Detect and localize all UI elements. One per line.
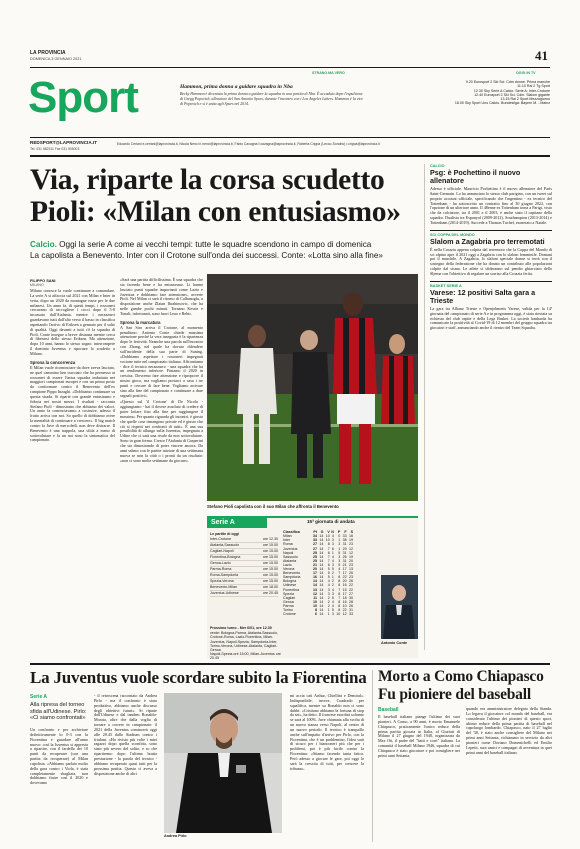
standings-stat: 28 xyxy=(349,599,353,604)
standings-stat: 4 xyxy=(338,567,341,572)
next-round-text: verde: Bologna-Parma, Atalanta-Sassuolo, Crotone-Roma, Lazio-Fiorentina, Milan-Juventus, Napoli-Spezia, Sampdoria-Inter, Torino-Verona, Udinese-Atalanta, Cagliari-Genoa xyxy=(210,631,278,653)
juve-column-2 xyxy=(94,694,157,776)
standings-stat: 6 xyxy=(327,562,330,567)
fixture-match: Spezia-Verona xyxy=(210,578,255,584)
standings-stat: 31 xyxy=(342,550,347,555)
standings-stat: 14 xyxy=(319,534,324,539)
standings-stat: 14 xyxy=(319,546,324,551)
juve-column-3 xyxy=(290,694,364,772)
standings-stat: 14 xyxy=(319,595,324,600)
lead-photo-art xyxy=(207,274,418,501)
standings-stat: 15 xyxy=(342,587,347,592)
standings-stat: 31 xyxy=(342,558,347,563)
como-headline-1: Morto a Como Chiapasco xyxy=(378,668,544,685)
standings-stat: 14 xyxy=(319,542,324,547)
como-label: Baseball xyxy=(378,707,399,713)
juve-column-0 xyxy=(30,694,88,722)
standings-stat: 1 xyxy=(331,550,334,555)
standings-team: Sampdoria xyxy=(283,575,301,580)
sidebar-kicker: SCI COPPA DEL MONDO xyxy=(430,232,475,237)
juve-body: - il retroscena raccontato da Andrea Pirlo - ma il confronto è stato produttivo, abbiamo anche discusso degli obiettivi futuri». Si riparte dall'Udinese e dal tandem Ronaldo-Morata, oltre che dalla voglia di tornare a correre in campionato: il 2021 della Juventus comincerà oggi alle 20.45 dallo Stadium contro i friulani. «Ho rivisto più volte i miei ragazzi dopo quella sconfitta, sono stato più severo del solito, e so che ripartiremo dopo l'ultima brutta prestazione - la parola del tecnico - abbiamo recuperato quasi tutti per la prossima partita. Questo ci aveva a disposizione anche di altri xyxy=(94,693,157,776)
standings-stat: 16 xyxy=(342,583,347,588)
standings-stat: 8 xyxy=(338,603,341,608)
standings-stat: 8 xyxy=(338,575,341,580)
issue-date: DOMENICA 3 GENNAIO 2021 xyxy=(30,57,82,61)
standings-team: Inter xyxy=(283,538,291,543)
standings-stat: 4 xyxy=(331,599,334,604)
fixture-time: ore 15.00 xyxy=(255,542,278,548)
standings-stat: 4 xyxy=(331,554,334,559)
standings-stat: 14 xyxy=(319,599,324,604)
standings-team: Spezia xyxy=(283,591,294,596)
como-body: Il baseball italiano piange l'ultimo dei suoi pionieri. A Como, a 90 anni, è morto Emanuele Chiapasco, praticamente l'unico reduce della prima partita giocata in Italia, al Giuriati di Milano il 27 giugno del 1948, organizzata da Max Ott, il padre del "batti e corri" italiano. La comunità il baseball Milano 1946, squadra di cui Chiapasco è stato giocatore e poi consigliere nei primi anni Settanta, xyxy=(378,714,460,758)
standings-stat: 31 xyxy=(342,542,347,547)
standings-stat: 25 xyxy=(313,550,318,555)
standings-team: Lazio xyxy=(283,562,292,567)
standings-row xyxy=(283,612,353,616)
standings-stat: 4 xyxy=(331,587,334,592)
standings-stat: 5 xyxy=(327,567,330,572)
sidebar-kicker: BASKET SERIE A xyxy=(430,283,462,288)
standings-stat: 25 xyxy=(313,554,318,559)
standings-stat: 14 xyxy=(319,571,324,576)
lead-photo-caption: Stefano Pioli capolista con il suo Milan che affronta il Benevento xyxy=(207,504,339,509)
nba-kicker: STRANO MA VERO xyxy=(312,71,345,75)
standings-stat: 5 xyxy=(327,575,330,580)
standings-stat: 30 xyxy=(349,595,353,600)
standings-stat: 23 xyxy=(349,562,353,567)
standings-stat: 25 xyxy=(313,558,318,563)
standings-stat: 3 xyxy=(338,542,341,547)
standings-stat: 8 xyxy=(327,542,330,547)
fixture-time: ore 15.00 xyxy=(255,566,278,572)
standings-stat: 19 xyxy=(349,554,353,559)
lead-crosshead: Sprona la marcatura xyxy=(120,319,161,325)
tv-line: 11.10 Rai 2 Tg Sport xyxy=(517,84,550,89)
standings-stat: 3 xyxy=(331,562,334,567)
fixture-time: ore 15.00 xyxy=(255,554,278,560)
standings-stat: 8 xyxy=(338,591,341,596)
lead-photo xyxy=(207,274,418,501)
standings-header-cell: N xyxy=(331,530,334,534)
standings-team: Juventus xyxy=(283,546,298,551)
nba-title: Hammon, prima donna a guidare squadra in Nba xyxy=(180,84,293,90)
lead-subheads xyxy=(30,239,425,261)
fixture-time: ore 15.00 xyxy=(255,572,278,578)
standings-stat: 22 xyxy=(349,587,353,592)
standings-stat: 7 xyxy=(338,571,341,576)
lead-body: «Questo sul 'il Crotone' di De Nicola - aggiungiamo - hai il dovere assoluto di credere di poter lottare fino alla fine per raggiungere il massimo. Per quanto riguarda gli incontri, è giusto che quelle cose rimangono private ed è giusto che ciò si rispetti nei confronti di tutti». È una sua possibilità di allungo sulla Juventus, impegnata a Udine che ci sarà una rivale da non sottovalutare. Sono in gran forma. Cresce l'Atalanta di Gasperini che sta dimostrando di poter vincere ancora. Da anni sabato con le partite iniziate di una settimana nuova se non la città o i pronti da un risultato: «non ci sono molte settimane da giocare». xyxy=(120,399,203,463)
juve-headline: La Juventus vuole scordare subito la Fiorentina xyxy=(30,668,367,687)
section-title: Sport xyxy=(28,73,138,122)
standings-stat: 12 xyxy=(342,612,347,617)
tv-listing xyxy=(378,80,550,106)
standings-stat: 3 xyxy=(327,587,330,592)
fixture-time: ore 18.00 xyxy=(255,584,278,590)
standings-stat: 20 xyxy=(313,567,318,572)
standings-stat: 11 xyxy=(313,595,318,600)
editorial-email[interactable]: REDSPORT@LAPROVINCIA.IT xyxy=(30,140,98,145)
standings-stat: 17 xyxy=(342,571,347,576)
standings-stat: 20 xyxy=(349,558,353,563)
standings-team: Milan xyxy=(283,534,292,539)
standings-header-cell: Classifica xyxy=(283,530,300,534)
sidebar-body: È nella Croazia appena colpita dal terremoto che la Coppa del Mondo di sci alpino apre il 2021 oggi a Zagabria con lo slalom femminile. Domani poi il maschile. A Zagabria, lo slalom speciale donne si terrà con il sostegno della federazione che ha donato un contributo alle popolazioni colpite dal sisma. Le atlete si sfideranno sul pendio ghiacciato dello Sljeme con l'obiettivo di regalare un sorriso alla Croazia ferita. xyxy=(430,246,552,276)
standings-stat: 16 xyxy=(342,599,347,604)
standings-stat: 29 xyxy=(342,546,347,551)
tv-line: 12.40 Eurosport 2 Ski Sci. Cdm. Slalom gigante xyxy=(474,92,550,97)
standings-header-cell: V xyxy=(327,530,330,534)
juve-deck: Alla ripresa del torneo sfida all'Udinese. Pirlo: «Ci siamo confrontati» xyxy=(30,702,87,722)
fixture-match: Benevento-Milan xyxy=(210,584,255,590)
como-headline xyxy=(378,668,554,703)
sidebar-body: La gara tra Allianz Trieste e Openjobmetis Varese, valida per la 14ª giornata del campionato di serie A e in programma oggi, è stata rinviata su richiesta del club ospite e della Lega Basket. La società lombarda ha comunicato la positività al Covid-19 di 12 membri del gruppo squadra tra giocatori e staff, annunciando anche il rientro del Team Squadra. xyxy=(430,305,552,331)
fixture-match: Inter-Crotone xyxy=(210,537,255,542)
standings-stat: 14 xyxy=(319,612,324,617)
standings-stat: 14 xyxy=(319,575,324,580)
standings-stat: 14 xyxy=(319,603,324,608)
fixture-match: Juventus-Udinese xyxy=(210,590,255,596)
standings-stat: 33 xyxy=(349,612,353,617)
standings-stat: 27 xyxy=(349,591,353,596)
sidebar-body: Adesso è ufficiale. Mauricio Pochettino è il nuovo allenatore del Paris Saint-Germain. Lo ha annunciato lo stesso club parigino, con un tweet sul proprio account ufficiale, specificando che l'argentino - ex tecnico del Tottenham - ha sottoscritto un contratto fino al 30 giugno 2022, con l'opzione di un ulteriore anno. Il 48enne ex Tottenham torna a Parigi, visto che da calciatore, tra il 2001 e il 2003, è anche stato il capitano della squadra. Dualista tra Espanyol (2009-2012), Southampton (2013-2014) e Tottenham (2014-2019). Succede a Thomas Tuchel, esonerato a Natale. xyxy=(430,186,552,225)
standings-stat: 1 xyxy=(327,607,330,612)
standings-stat: 3 xyxy=(331,538,334,543)
juve-label: Serie A xyxy=(30,694,48,700)
conte-photo xyxy=(381,575,418,639)
standings-stat: 1 xyxy=(327,612,330,617)
standings-stat: 14 xyxy=(319,579,324,584)
standings-stat: 5 xyxy=(331,607,334,612)
standings-stat: 26 xyxy=(349,603,353,608)
lead-body: Milano conosce la vuole continuare a comandare. La serie A si affaccia sul 2021 con Milan e Inter in vetta, dopo un 2020 da montagne russe per le due milanesi. Un anno fa, di questi tempi, i rossoneri cercavano di raccogliere i cocci dopo il 5-0 incassato dall'Atalanta, mentre i nerazzurri guardavano tutti dall'alto verso il basso in classifica aspettando l'arrivo di Eriksen a gennaio per il salto di qualità. Oggi davanti a tutti c'è la squadra di Pioli, Conte insegue a breve distanza mentre cerca di liberarsi dello stesso Eriksen. Ma attenzione, dopo 10 anni, hanno lo stesso sogno: interrompere il dominio Juventus e riportare lo scudetto a Milano. xyxy=(30,288,115,356)
standings-stat: 5 xyxy=(331,567,334,572)
lead-crosshead: Sprona la concorrenza xyxy=(30,359,76,365)
standings-stat: 18 xyxy=(342,595,347,600)
standings-stat: 21 xyxy=(342,562,347,567)
standings-stat: 20 xyxy=(342,579,347,584)
fixture-time: ore 12.30 xyxy=(255,537,278,542)
standings-stat: 7 xyxy=(327,546,330,551)
como-column-2 xyxy=(466,707,552,755)
editorial-phones: Tel. 031 582311 Fax 031 505003 xyxy=(30,147,80,151)
fixtures-title: Le partite di oggi xyxy=(210,532,239,536)
standings-stat: 5 xyxy=(327,571,330,576)
standings-stat: 14 xyxy=(319,591,324,596)
standings-stat: 22 xyxy=(349,583,353,588)
juve-body: Un confronto e per archiviare definitivamente lo 0-3 con la Fiorentina e guardare all'anno nuovo: così la Juventus si appresta a ripartire, con il fardello dei 10 punti da recuperare (con una partita da recuperare) al Milan capolista. «Abbiamo parlato molto della gara contro i Viola, è stata completamente sbagliata, non dobbiamo finire così il 2020 e dovevamo xyxy=(30,727,88,786)
standings-stat: 26 xyxy=(349,579,353,584)
standings-stat: 14 xyxy=(319,554,324,559)
standings-stat: 0 xyxy=(338,534,341,539)
standings-stat: 3 xyxy=(331,542,334,547)
standings-stat: 17 xyxy=(313,571,318,576)
standings-team: Benevento xyxy=(283,571,301,576)
standings-stat: 2 xyxy=(331,571,334,576)
standings-stat: 7 xyxy=(338,595,341,600)
dateline: MILANO xyxy=(30,283,44,287)
sidebar-kicker: CALCIO xyxy=(430,164,445,168)
standings-stat: 3 xyxy=(331,612,334,617)
lead-headline-2: Pioli: «Milan con entusiasmo» xyxy=(30,196,401,228)
standings-stat: 33 xyxy=(342,534,347,539)
standings-header-cell: S xyxy=(350,530,353,534)
standings-stat: 3 xyxy=(338,554,341,559)
standings-stat: 22 xyxy=(342,575,347,580)
fixture-match: Roma-Sampdoria xyxy=(210,572,255,578)
lead-body: «Sarà una partita difficilissima. È una squadra che sta facendo bene e ha entusiasmo. Li hanno lasciato punti squadre importanti come Lazio e Juventus e dobbiamo fare attenzione», avverte Pioli. Nel Milan ci sarà il ritorno di Calhanoglu, a disposizione anche Zlatan Ibrahimovic, che ha nelle gambe pochi minuti. Tornano Kessie e Tonali; infortunati, sono fuori Leao e Rebic. xyxy=(120,277,203,316)
pirlo-photo-art xyxy=(164,693,282,833)
standings-header-cell: G xyxy=(320,530,324,534)
standings-stat: 10 xyxy=(325,534,330,539)
standings-stat: 12 xyxy=(313,591,318,596)
standings-team: Verona xyxy=(283,567,295,572)
standings-stat: 14 xyxy=(319,558,324,563)
pirlo-caption: Andrea Pirlo xyxy=(164,834,187,838)
nba-text: Becky Hammon è diventata la prima donna a guidare la squadra in una partita di Nba. È accaduto dopo l'espulsione di Gregg Popovich, allenatore del San Antonio Spurs, durante l'incontro con i Los Angeles Lakers. Hammon è la vice di Popovich e si è unita agli Spurs nel 2014. xyxy=(180,92,363,106)
standings-stat: 7 xyxy=(338,587,341,592)
standings-stat: 4 xyxy=(327,579,330,584)
standings-stat: 4 xyxy=(331,534,334,539)
standings-stat: 16 xyxy=(313,575,318,580)
next-round-title: Prossimo turno - Mer 6/01, ore 12.30 xyxy=(210,626,272,630)
standings-stat: 7 xyxy=(327,554,330,559)
standings-team: Udinese xyxy=(283,583,297,588)
serie-a-round: 15ª giornata di andata xyxy=(307,519,355,524)
standings-team: Cagliari xyxy=(283,595,296,600)
lead-column-1 xyxy=(30,278,115,443)
standings-header-cell: F xyxy=(344,530,347,534)
sidebar-title: Varese: 12 positivi Salta gara a Trieste xyxy=(430,287,536,305)
lead-sub-1: Oggi la serie A come ai vecchi tempi: tutte le squadre scendono in campo di domenica xyxy=(59,240,372,249)
standings-team: Crotone xyxy=(283,612,296,617)
byline: FILIPPO SANI xyxy=(30,278,56,283)
standings-stat: 34 xyxy=(313,534,318,539)
conte-photo-art xyxy=(381,575,418,639)
standings-stat: 26 xyxy=(342,554,347,559)
standings-table xyxy=(283,530,353,616)
standings-stat: 5 xyxy=(338,550,341,555)
standings-header-cell: P xyxy=(337,530,341,534)
standings-team: Atalanta xyxy=(283,558,297,563)
standings-stat: 31 xyxy=(349,607,353,612)
sidebar xyxy=(430,164,552,331)
serie-a-note: Napoli-Spezia ore 15.00, Milan-Juventus ore 20.45 xyxy=(210,652,281,661)
standings-stat: 2 xyxy=(331,579,334,584)
standings-team: Fiorentina xyxy=(283,587,299,592)
standings-team: Napoli xyxy=(283,550,294,555)
standings-stat: 23 xyxy=(349,575,353,580)
standings-stat: 4 xyxy=(331,558,334,563)
standings-stat: 5 xyxy=(331,595,334,600)
standings-team: Torino xyxy=(283,607,293,612)
fixture-time: ore 15.00 xyxy=(255,560,278,566)
standings-team: Parma xyxy=(283,603,294,608)
standings-stat: 13 xyxy=(313,587,318,592)
juve-column-1 xyxy=(30,728,88,786)
fixture-match: Fiorentina-Bologna xyxy=(210,554,255,560)
standings-stat: 3 xyxy=(327,591,330,596)
standings-team: Sassuolo xyxy=(283,554,298,559)
standings-stat: 4 xyxy=(327,583,330,588)
standings-stat: 14 xyxy=(313,583,318,588)
standings-stat: 14 xyxy=(319,562,324,567)
como-headline-2: Fu pioniere del baseball xyxy=(378,685,531,703)
fixture-match: Atalanta-Sassuolo xyxy=(210,542,255,548)
standings-stat: 27 xyxy=(313,546,318,551)
lead-headline-1: Via, riparte la corsa scudetto xyxy=(30,164,385,196)
standings-stat: 21 xyxy=(313,562,318,567)
standings-stat: 19 xyxy=(349,538,353,543)
tv-line: 12.30 Sky Serie A Calcio. Serie A: Inter-Crotone xyxy=(473,88,550,93)
standings-stat: 33 xyxy=(313,538,318,543)
lead-kicker: Calcio. xyxy=(30,240,57,249)
fixture-time: ore 15.00 xyxy=(255,578,278,584)
standings-stat: 3 xyxy=(338,558,341,563)
standings-header-cell: Pt xyxy=(313,530,318,534)
standings-stat: 23 xyxy=(349,542,353,547)
fixture-time: ore 20.45 xyxy=(255,590,278,596)
lead-column-2 xyxy=(120,278,203,463)
standings-stat: 8 xyxy=(338,579,341,584)
fixture-time: ore 15.00 xyxy=(255,548,278,554)
lead-sub-2: La capolista a Benevento. Inter con il Crotone sull'onda dei successi. Conte: «Lotta sino alla fine» xyxy=(30,251,383,260)
standings-team: Genoa xyxy=(283,599,294,604)
juve-body: mi accia cati Arthur, Chiellini e Demiral». Indisponibile, invece, Cuadrado per squalifica, mentre su Ronaldo non ci sono dubbi: «Cristiano abbiamo la fortuna di stop da sei», ha detto. Il francese esordirà soltanto se sarà al 100%. Juve chiamata alla svolta di un nuovo stanza verso Napoli, al centro di un nuovo periodo. Il tecnico è tranquillo anche sull'impatto d'arrivo per Pirlo, con la Fiorentina, che è un problemino, l'idea sarà di sicuro per i bianconeri più che per i problemi, poi è più facile contro la Fiorentina: «Stiamo facendo tanta fatica. Però adesso a giocare le gare, poi oggi lo sarà la crescita di tutti, per crescere la tribuna». xyxy=(290,693,365,771)
standings-stat: 17 xyxy=(342,591,347,596)
standings-stat: 12 xyxy=(349,546,353,551)
fixture-match: Parma-Roma xyxy=(210,566,255,572)
standings-stat: 14 xyxy=(319,607,324,612)
standings-stat: 26 xyxy=(349,571,353,576)
tv-line: 18.00 Sky Sport Uno Calcio. Bundesliga: Bayern M. - Mainz xyxy=(454,101,550,106)
standings-stat: 1 xyxy=(331,575,334,580)
standings-stat: 6 xyxy=(315,612,318,617)
conte-caption: Antonio Conte xyxy=(381,641,408,645)
standings-stat: 13 xyxy=(349,567,353,572)
standings-stat: 16 xyxy=(349,534,353,539)
standings-stat: 8 xyxy=(327,550,330,555)
standings-stat: 14 xyxy=(319,550,324,555)
standings-stat: 10 xyxy=(325,538,330,543)
paper-name: LA PROVINCIA xyxy=(30,50,66,56)
standings-stat: 10 xyxy=(336,612,341,617)
standings-stat: 10 xyxy=(313,599,318,604)
lead-body: A San Siro arriva il Crotone, al momento penultimo. Antonio Conte chiede massima attenzione perché la vera insegnata è la ripartenza dopo le festività. Neanche una parola sull'incontro con Zhang, nel quale ha dovuto difendere sull'incidente della sua parte di Suning. «Dobbiamo aspettare i rossoneri impegnati vocione tutte nel campionato italiano. Affrontiamo - dice il tecnico nerazzurro - una squadra che ha un rendimento inferiore. Finiamo il 2020 in crescita. Dovremo fare attenzione e riproporre il nostro gioco, ma vogliamo portarci a casa i tre punti e cercare di fare bene. Vogliamo arrivare sino alla fine del campionato e continuare a dare segnali positivi». xyxy=(120,324,203,398)
standings-stat: 10 xyxy=(313,603,318,608)
standings-stat: 8 xyxy=(315,607,318,612)
como-body: quando era amministratore delegato della Standa. Lo legava il giocatore col mondo del baseball, era considerato l'ultimo dei pionieri di questo sport, ultimo reduce della prima partita di baseball nel capoluogo lombardo. Chiapasco, nato il 27 luglio del '30, è stato anche consigliere del Milano nei primi anni Settanta, richiamato in servizio da altri pionieri come Doriano Domenichelli ed Emilio Lepetit, suoi amici e compagni di avventura in quei primi anni del baseball italiano. xyxy=(466,706,552,755)
lead-body: Il Milan vuole ricominciare da dove aveva lasciato, ne quel cammino ben tracciato che ha permesso ai rossoneri di essere l'unica squadra imbattuta nei maggiori campionati europei e con un primo posto da conformare contro il Benevento dell'ex campione Pippo Inzaghi. «Dobbiamo continuare su questa strada. Si riparte con grande entusiasmo e fiducia nei nostri mezzi. I risultati - racconta Stefano Pioli - dimostrano che abbiamo dei valori. Un anno fa cominciavamo a costruire, adesso il frutto arriva con noi. So quello di dobbiamo avere la mentalità di continuare a crescere». Il big match contro la Juve di mercoledì, non deve distrarre. Il Benevento è una trappola, una sfida a meno di sottovalutare e fa un noi sono la sintomatica del campionato. xyxy=(30,364,115,443)
fixture-match: Genoa-Lazio xyxy=(210,560,255,566)
fixtures-table xyxy=(210,537,278,597)
standings-stat: 12 xyxy=(349,550,353,555)
standings-stat: 8 xyxy=(338,607,341,612)
standings-stat: 2 xyxy=(327,603,330,608)
standings-stat: 17 xyxy=(342,567,347,572)
standings-stat: 2 xyxy=(327,599,330,604)
tv-line: 9.20 Eurosport 2 Ski Sci. Cdm donne. Prima manche xyxy=(465,80,550,84)
fixture-match: Cagliari-Napoli xyxy=(210,548,255,554)
standings-stat: 8 xyxy=(338,599,341,604)
editorial-staff: Edoardo Ceriani e.ceriani@laprovincia.it, Nicola Nenci n.nenci@laprovincia.it, Fabio Cavagna f.cavagna@laprovincia.it, Roberta Crippa (Lecco-Sondrio) r.crippa@laprovincia.it xyxy=(117,142,380,146)
standings-stat: 2 xyxy=(331,583,334,588)
standings-stat: 27 xyxy=(313,542,318,547)
tv-line: 13.15 Rai 2 Sport Mezzogiorno xyxy=(500,97,550,102)
standings-stat: 3 xyxy=(331,591,334,596)
standings-stat: 7 xyxy=(327,558,330,563)
standings-stat: 14 xyxy=(319,538,324,543)
standings-stat: 14 xyxy=(319,587,324,592)
standings-stat: 10 xyxy=(342,603,347,608)
standings-stat: 14 xyxy=(319,567,324,572)
standings-stat: 38 xyxy=(342,538,347,543)
fixture-row xyxy=(210,590,278,596)
standings-stat: 1 xyxy=(338,538,341,543)
standings-stat: 14 xyxy=(313,579,318,584)
standings-stat: 2 xyxy=(327,595,330,600)
standings-team: Bologna xyxy=(283,579,297,584)
pirlo-photo xyxy=(164,693,282,833)
sidebar-title: Psg: è Pochettino il nuovo allenatore xyxy=(430,168,521,185)
standings-stat: 22 xyxy=(342,607,347,612)
sidebar-title: Slalom a Zagabria pro terremotati xyxy=(430,236,545,246)
standings-stat: 14 xyxy=(319,583,324,588)
standings-stat: 5 xyxy=(338,562,341,567)
tv-kicker: OGGI IN TV xyxy=(516,71,536,75)
standings-stat: 1 xyxy=(338,546,341,551)
standings-stat: 4 xyxy=(331,603,334,608)
standings-stat: 6 xyxy=(331,546,334,551)
standings-stat: 8 xyxy=(338,583,341,588)
como-column-1 xyxy=(378,707,460,759)
serie-a-label: Serie A xyxy=(207,518,267,528)
page-number: 41 xyxy=(535,48,548,63)
standings-team: Roma xyxy=(283,542,293,547)
